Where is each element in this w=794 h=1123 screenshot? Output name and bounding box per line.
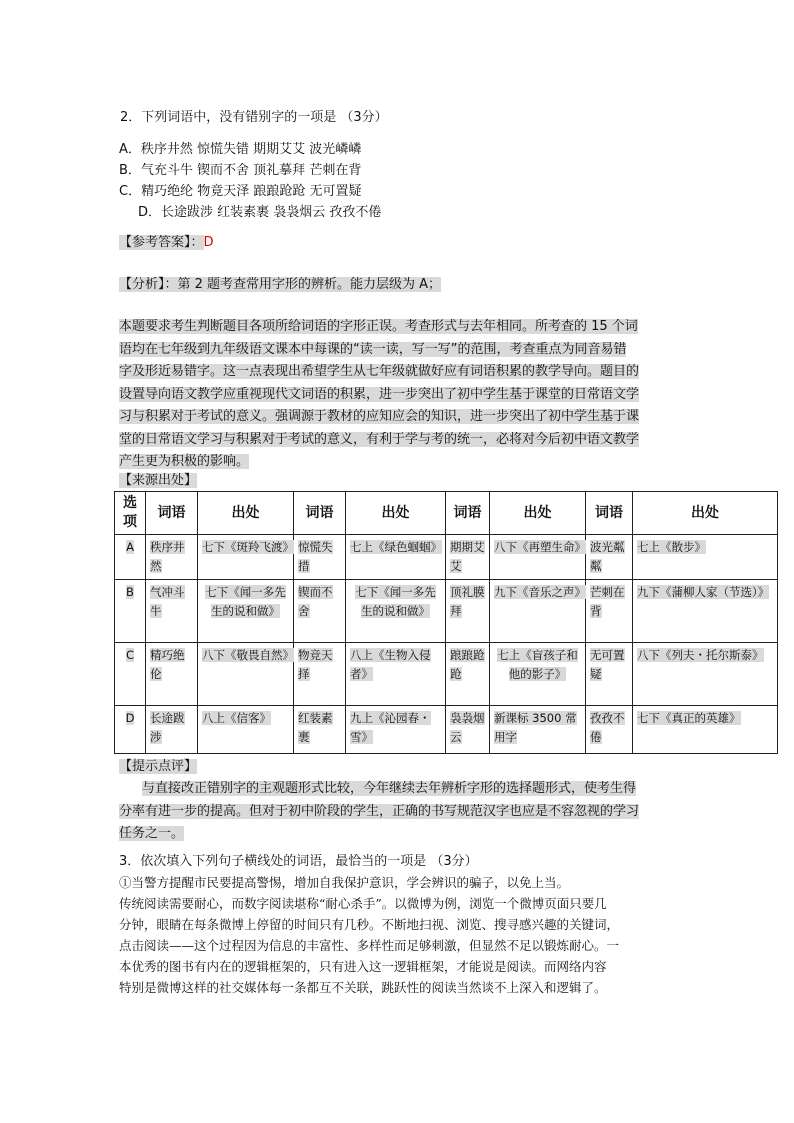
cell-source: 七上《散步》 bbox=[633, 535, 778, 580]
cell-source: 新课标 3500 常用字 bbox=[490, 706, 586, 754]
question-3-title: 3．依次填入下列句子横线处的词语，最恰当的一项是 （3分） bbox=[119, 854, 478, 869]
table-row bbox=[115, 580, 778, 643]
q3-line: ①当警方提醒市民要提高警惕，增加自我保护意识，学会辨识的骗子，以免上当。 bbox=[119, 875, 570, 890]
analysis-body bbox=[119, 316, 679, 474]
tips-line: 任务之一。 bbox=[119, 826, 185, 841]
tips-line: 分率有进一步的提高。但对于初中阶段的学生，正确的书写规范汉字也应是不容忽视的学习 bbox=[119, 803, 640, 819]
answer-value: D bbox=[203, 235, 214, 250]
option-d: D．长途跋涉 红装素裹 袅袅烟云 孜孜不倦 bbox=[138, 205, 382, 220]
tips-body bbox=[119, 778, 679, 846]
source-label-text: 【来源出处】 bbox=[119, 473, 198, 488]
cell-word: 红装素裹 bbox=[294, 706, 346, 754]
cell-word: 锲而不舍 bbox=[294, 580, 346, 643]
cell-word: 气冲斗牛 bbox=[146, 580, 198, 643]
cell-word: 踉踉跄跄 bbox=[446, 643, 490, 706]
header-source: 出处 bbox=[633, 492, 778, 535]
header-option: 选项 bbox=[115, 492, 146, 535]
tips-label bbox=[119, 757, 197, 777]
cell-source: 八上《信客》 bbox=[198, 706, 294, 754]
cell-source: 八下《列夫・托尔斯泰》 bbox=[633, 643, 778, 706]
cell-option: C bbox=[115, 643, 146, 706]
cell-source: 九下《蒲柳人家（节选）》 bbox=[633, 580, 778, 643]
analysis-label bbox=[119, 275, 441, 295]
cell-word: 顶礼膜拜 bbox=[446, 580, 490, 643]
cell-word: 长途跋涉 bbox=[146, 706, 198, 754]
analysis-line: 产生更为积极的影响。 bbox=[119, 454, 250, 469]
cell-word: 秩序井然 bbox=[146, 535, 198, 580]
cell-option: A bbox=[115, 535, 146, 580]
question-3-body bbox=[119, 872, 679, 998]
cell-source: 八下《敬畏自然》 bbox=[198, 643, 294, 706]
header-source: 出处 bbox=[198, 492, 294, 535]
cell-word: 期期艾艾 bbox=[446, 535, 490, 580]
q3-line: 点击阅读——这个过程因为信息的丰富性、多样性而足够刺激，但显然不足以锻炼耐心。一 bbox=[119, 938, 620, 953]
cell-source: 九下《音乐之声》 bbox=[490, 580, 586, 643]
header-word: 词语 bbox=[586, 492, 633, 535]
cell-source: 九上《沁园春・雪》 bbox=[346, 706, 446, 754]
header-word: 词语 bbox=[146, 492, 198, 535]
cell-source: 七下《闻一多先生的说和做》 bbox=[198, 580, 294, 643]
cell-source: 七上《盲孩子和他的影子》 bbox=[490, 643, 586, 706]
answer-label: 【参考答案】： bbox=[119, 235, 204, 250]
analysis-line: 堂的日常语文学习与积累对于考试的意义，有利于学与考的统一，必将对今后初中语文教学 bbox=[119, 431, 640, 447]
table-header-row bbox=[115, 492, 778, 535]
table-row bbox=[115, 535, 778, 580]
analysis-line: 习与积累对于考试的意义。强调源于教材的应知应会的知识，进一步突出了初中学生基于课 bbox=[119, 409, 640, 424]
cell-option: D bbox=[115, 706, 146, 754]
cell-word: 芒刺在背 bbox=[586, 580, 633, 643]
cell-source: 八上《生物入侵者》 bbox=[346, 643, 446, 706]
header-word: 词语 bbox=[294, 492, 346, 535]
cell-word: 精巧绝伦 bbox=[146, 643, 198, 706]
header-source: 出处 bbox=[346, 492, 446, 535]
cell-source: 七下《闻一多先生的说和做》 bbox=[346, 580, 446, 643]
cell-option: B bbox=[115, 580, 146, 643]
cell-word: 孜孜不倦 bbox=[586, 706, 633, 754]
option-c: C．精巧绝纶 物竟天泽 踉踉跄跄 无可置疑 bbox=[119, 184, 362, 199]
q3-line: 传统阅读需要耐心，而数字阅读堪称“耐心杀手”。以微博为例，浏览一个微博页面只要几 bbox=[119, 896, 607, 911]
tips-line: 与直接改正错别字的主观题形式比较，今年继续去年辨析字形的选择题形式，使考生得 bbox=[142, 781, 637, 796]
q3-line: 分钟，眼睛在每条微博上停留的时间只有几秒。不断地扫视、浏览、搜寻感兴趣的关键词， bbox=[119, 917, 620, 932]
header-word: 词语 bbox=[446, 492, 490, 535]
source-label bbox=[119, 471, 197, 491]
source-table bbox=[114, 491, 778, 754]
option-b: B．气充斗牛 锲而不舍 顶礼摹拜 芒刺在背 bbox=[119, 163, 362, 178]
q3-line: 特别是微博这样的社交媒体每一条都互不关联，跳跃性的阅读当然谈不上深入和逻辑了。 bbox=[119, 980, 607, 995]
analysis-label-text: 【分析】：第 2 题考查常用字形的辨析。能力层级为 A； bbox=[119, 277, 442, 292]
cell-word: 袅袅烟云 bbox=[446, 706, 490, 754]
analysis-line: 设置导向语文教学应重视现代文词语的积累，进一步突出了初中学生基于课堂的日常语文学 bbox=[119, 386, 640, 402]
table-row bbox=[115, 706, 778, 754]
cell-source: 七下《斑羚飞渡》 bbox=[198, 535, 294, 580]
question-2-title: 2．下列词语中，没有错别字的一项是 （3分） bbox=[120, 110, 388, 125]
analysis-line: 语均在七年级到九年级语文课本中每课的“读一读，写一写”的范围，考查重点为同音易错 bbox=[119, 341, 627, 357]
answer-line bbox=[119, 233, 214, 253]
header-source: 出处 bbox=[490, 492, 586, 535]
cell-source: 八下《再塑生命》 bbox=[490, 535, 586, 580]
cell-source: 七上《绿色蝈蝈》 bbox=[346, 535, 446, 580]
cell-word: 物竞天择 bbox=[294, 643, 346, 706]
cell-word: 无可置疑 bbox=[586, 643, 633, 706]
option-a: A．秩序井然 惊慌失错 期期艾艾 波光嶙嶙 bbox=[119, 142, 362, 157]
analysis-line: 字及形近易错字。这一点表现出希望学生从七年级就做好应有词语积累的教学导向。题目的 bbox=[119, 364, 640, 379]
cell-word: 惊慌失措 bbox=[294, 535, 346, 580]
analysis-line: 本题要求考生判断题目各项所给词语的字形正误。考查形式与去年相同。所考查的 15 个词 bbox=[119, 319, 638, 334]
table-row bbox=[115, 643, 778, 706]
q3-line: 本优秀的图书有内在的逻辑框架的，只有进入这一逻辑框架，才能说是阅读。而网络内容 bbox=[119, 959, 607, 974]
cell-source: 七下《真正的英雄》 bbox=[633, 706, 778, 754]
cell-word: 波光粼粼 bbox=[586, 535, 633, 580]
tips-label-text: 【提示点评】 bbox=[119, 759, 198, 774]
